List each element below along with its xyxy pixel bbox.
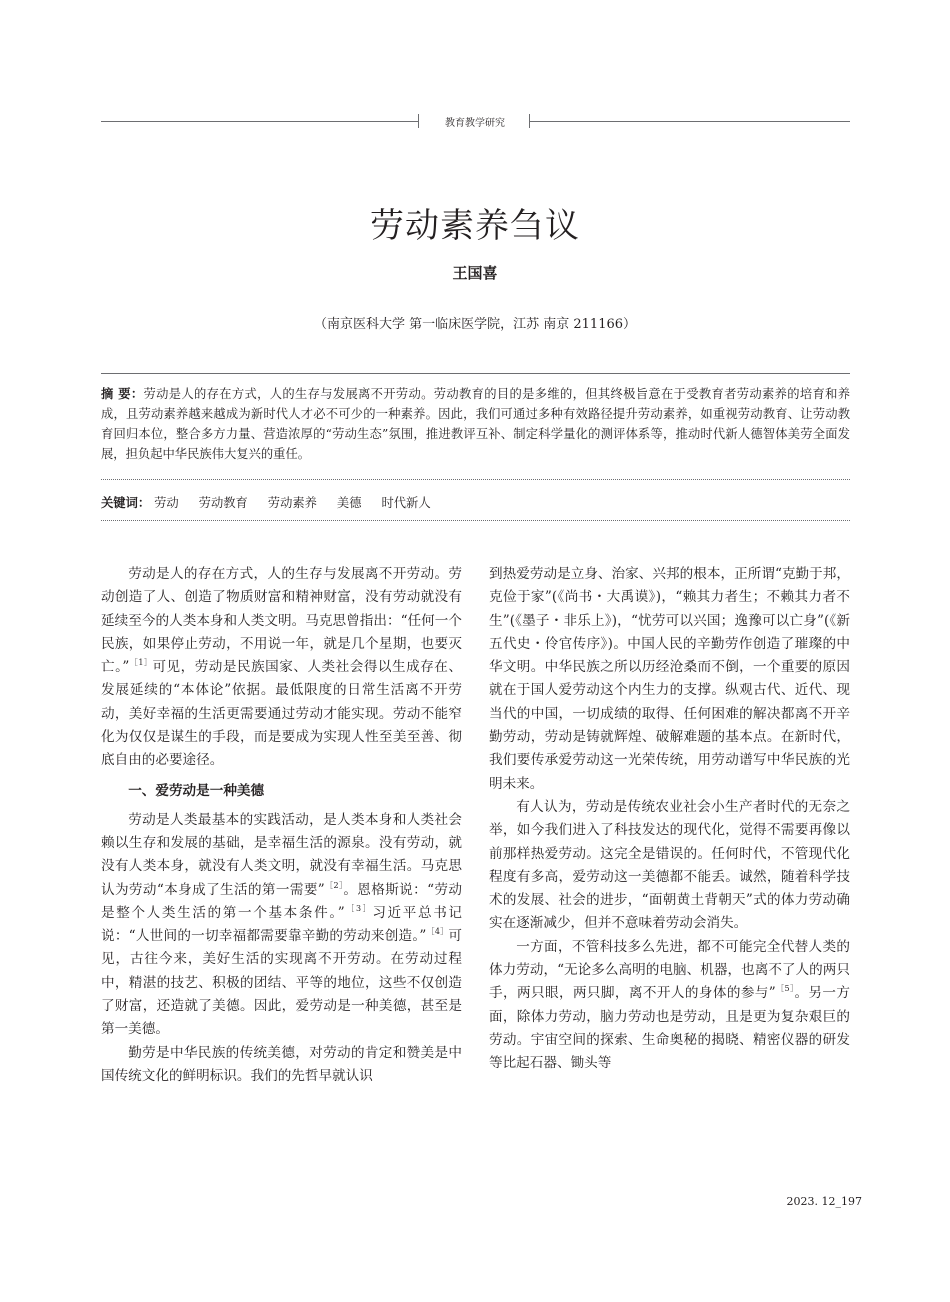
abstract bbox=[101, 384, 850, 464]
keyword: 劳动 bbox=[154, 496, 179, 510]
citation-ref: ［4］ bbox=[426, 927, 449, 937]
abstract-bottom-rule bbox=[101, 479, 850, 480]
article-title: 劳动素养刍议 bbox=[370, 206, 580, 246]
header-rule-left-end bbox=[418, 114, 419, 128]
section-label: 教育教学研究 bbox=[445, 118, 505, 129]
citation-ref: ［2］ bbox=[324, 880, 344, 890]
author-affiliation: （南京医科大学 第一临床医学院，江苏 南京 211166） bbox=[313, 317, 637, 332]
citation-ref: ［3］ bbox=[344, 903, 373, 913]
body-paragraph: 到热爱劳动是立身、治家、兴邦的根本，正所谓“克勤于邦，克俭于家”(《尚书・大禹谟》)，“赖其力者生；不赖其力者不生”(《墨子・非乐上》)，“忧劳可以兴国；逸豫可以亡身”(《新五代史・伶官传序》)。中国人民的辛勤劳作创造了璀璨的中华文明。中华民族之所以历经沧桑而不倒，一个重要的原因就在于国人爱劳动这个内生力的支撑。纵观古代、近代、现当代的中国，一切成绩的取得、任何困难的解决都离不开辛勤劳动，劳动是铸就辉煌、破解难题的基本点。在新时代，我们要传承爱劳动这一光荣传统，用劳动谱写中华民族的光明未来。 bbox=[489, 566, 850, 792]
header-rule-right bbox=[529, 121, 850, 122]
body-paragraph: 劳动是人的存在方式，人的生存与发展离不开劳动。劳动创造了人、创造了物质财富和精神财富，没有劳动就没有延续至今的人类本身和人类文明。马克思曾指出：“任何一个民族，如果停止劳动，不用说一年，就是几个星期，也要灭亡。”$^{[1]}$可见，劳动是民族国家、人类社会得以生成存在、发展延续的“本体论”依据。最低限度的日常生活离不开劳动，美好幸福的生活更需要通过劳动才能实现。劳动不能窄化为仅仅是谋生的手段，而是要成为实现人性至美至善、彻底自由的必要途径。 bbox=[101, 566, 462, 769]
article-author: 王国喜 bbox=[452, 264, 498, 282]
citation-ref: ［1］ bbox=[129, 658, 153, 668]
keyword: 美德 bbox=[336, 496, 362, 510]
abstract-top-rule bbox=[101, 373, 850, 374]
body-column-right bbox=[489, 563, 850, 1076]
body-column-left bbox=[101, 563, 462, 1088]
body-paragraph: 一方面，不管科技多么先进，都不可能完全代替人类的体力劳动，“无论多么高明的电脑、机器，也离不了人的两只手，两只眼，两只脚，离不开人的身体的参与”$^{[5]}$。另一方面，除体力劳动，脑力劳动也是劳动，且是更为复杂艰巨的劳动。宇宙空间的探索、生命奥秘的揭晓、精密仪器的研发等比起石器、锄头等 bbox=[489, 938, 851, 1072]
keyword: 劳动教育 bbox=[198, 496, 248, 510]
citation-ref: ［5］ bbox=[775, 984, 795, 994]
keyword: 劳动素养 bbox=[267, 496, 317, 510]
keywords bbox=[101, 493, 850, 513]
keyword: 时代新人 bbox=[381, 496, 431, 510]
abstract-text: 劳动是人的存在方式，人的生存与发展离不开劳动。劳动教育的目的是多维的，但其终极旨意在于受教育者劳动素养的培育和养成，且劳动素养越来越成为新时代人才必不可少的一种素养。因此，我们可通过多种有效路径提升劳动素养，如重视劳动教育、让劳动教育回归本位，整合多方力量、营造浓厚的“劳动生态”氛围，推进教评互补、制定科学量化的测评体系等，推动时代新人德智体美劳全面发展，担负起中华民族伟大复兴的重任。 bbox=[101, 387, 850, 461]
body-paragraph: 劳动是人类最基本的实践活动，是人类本身和人类社会赖以生存和发展的基础，是幸福生活的源泉。没有劳动，就没有人类本身，就没有人类文明，就没有幸福生活。马克思认为劳动“本身成了生活的第一需要”$^{[2]}$。恩格斯说：“劳动是整个人类生活的第一个基本条件。”$^{[3]}$习近平总书记说：“人世间的一切幸福都需要靠辛勤的劳动来创造。”$^{[4]}$可见，古往今来，美好生活的实现离不开劳动。在劳动过程中，精湛的技艺、积极的团结、平等的地位，这些不仅创造了财富，还造就了美德。因此，爱劳动是一种美德，甚至是第一美德。 bbox=[101, 811, 463, 1038]
body-paragraph: 有人认为，劳动是传统农业社会小生产者时代的无奈之举，如今我们进入了科技发达的现代化，觉得不需要再像以前那样热爱劳动。这完全是错误的。任何时代，不管现代化程度有多高，爱劳动这一美德都不能丢。诚然，随着科学技术的发展、社会的进步，“面朝黄土背朝天”式的体力劳动确实在逐渐减少，但并不意味着劳动会消失。 bbox=[489, 798, 850, 932]
section-heading: 一、爱劳动是一种美德 bbox=[128, 782, 265, 799]
keywords-bottom-rule bbox=[101, 520, 850, 521]
keywords-label: 关键词： bbox=[101, 496, 151, 510]
abstract-label: 摘 要： bbox=[101, 387, 144, 401]
body-paragraph: 勤劳是中华民族的传统美德，对劳动的肯定和赞美是中国传统文化的鲜明标识。我们的先哲早就认识 bbox=[101, 1044, 462, 1084]
header-rule-left bbox=[101, 121, 418, 122]
page-number: 2023. 12_197 bbox=[786, 1195, 862, 1208]
